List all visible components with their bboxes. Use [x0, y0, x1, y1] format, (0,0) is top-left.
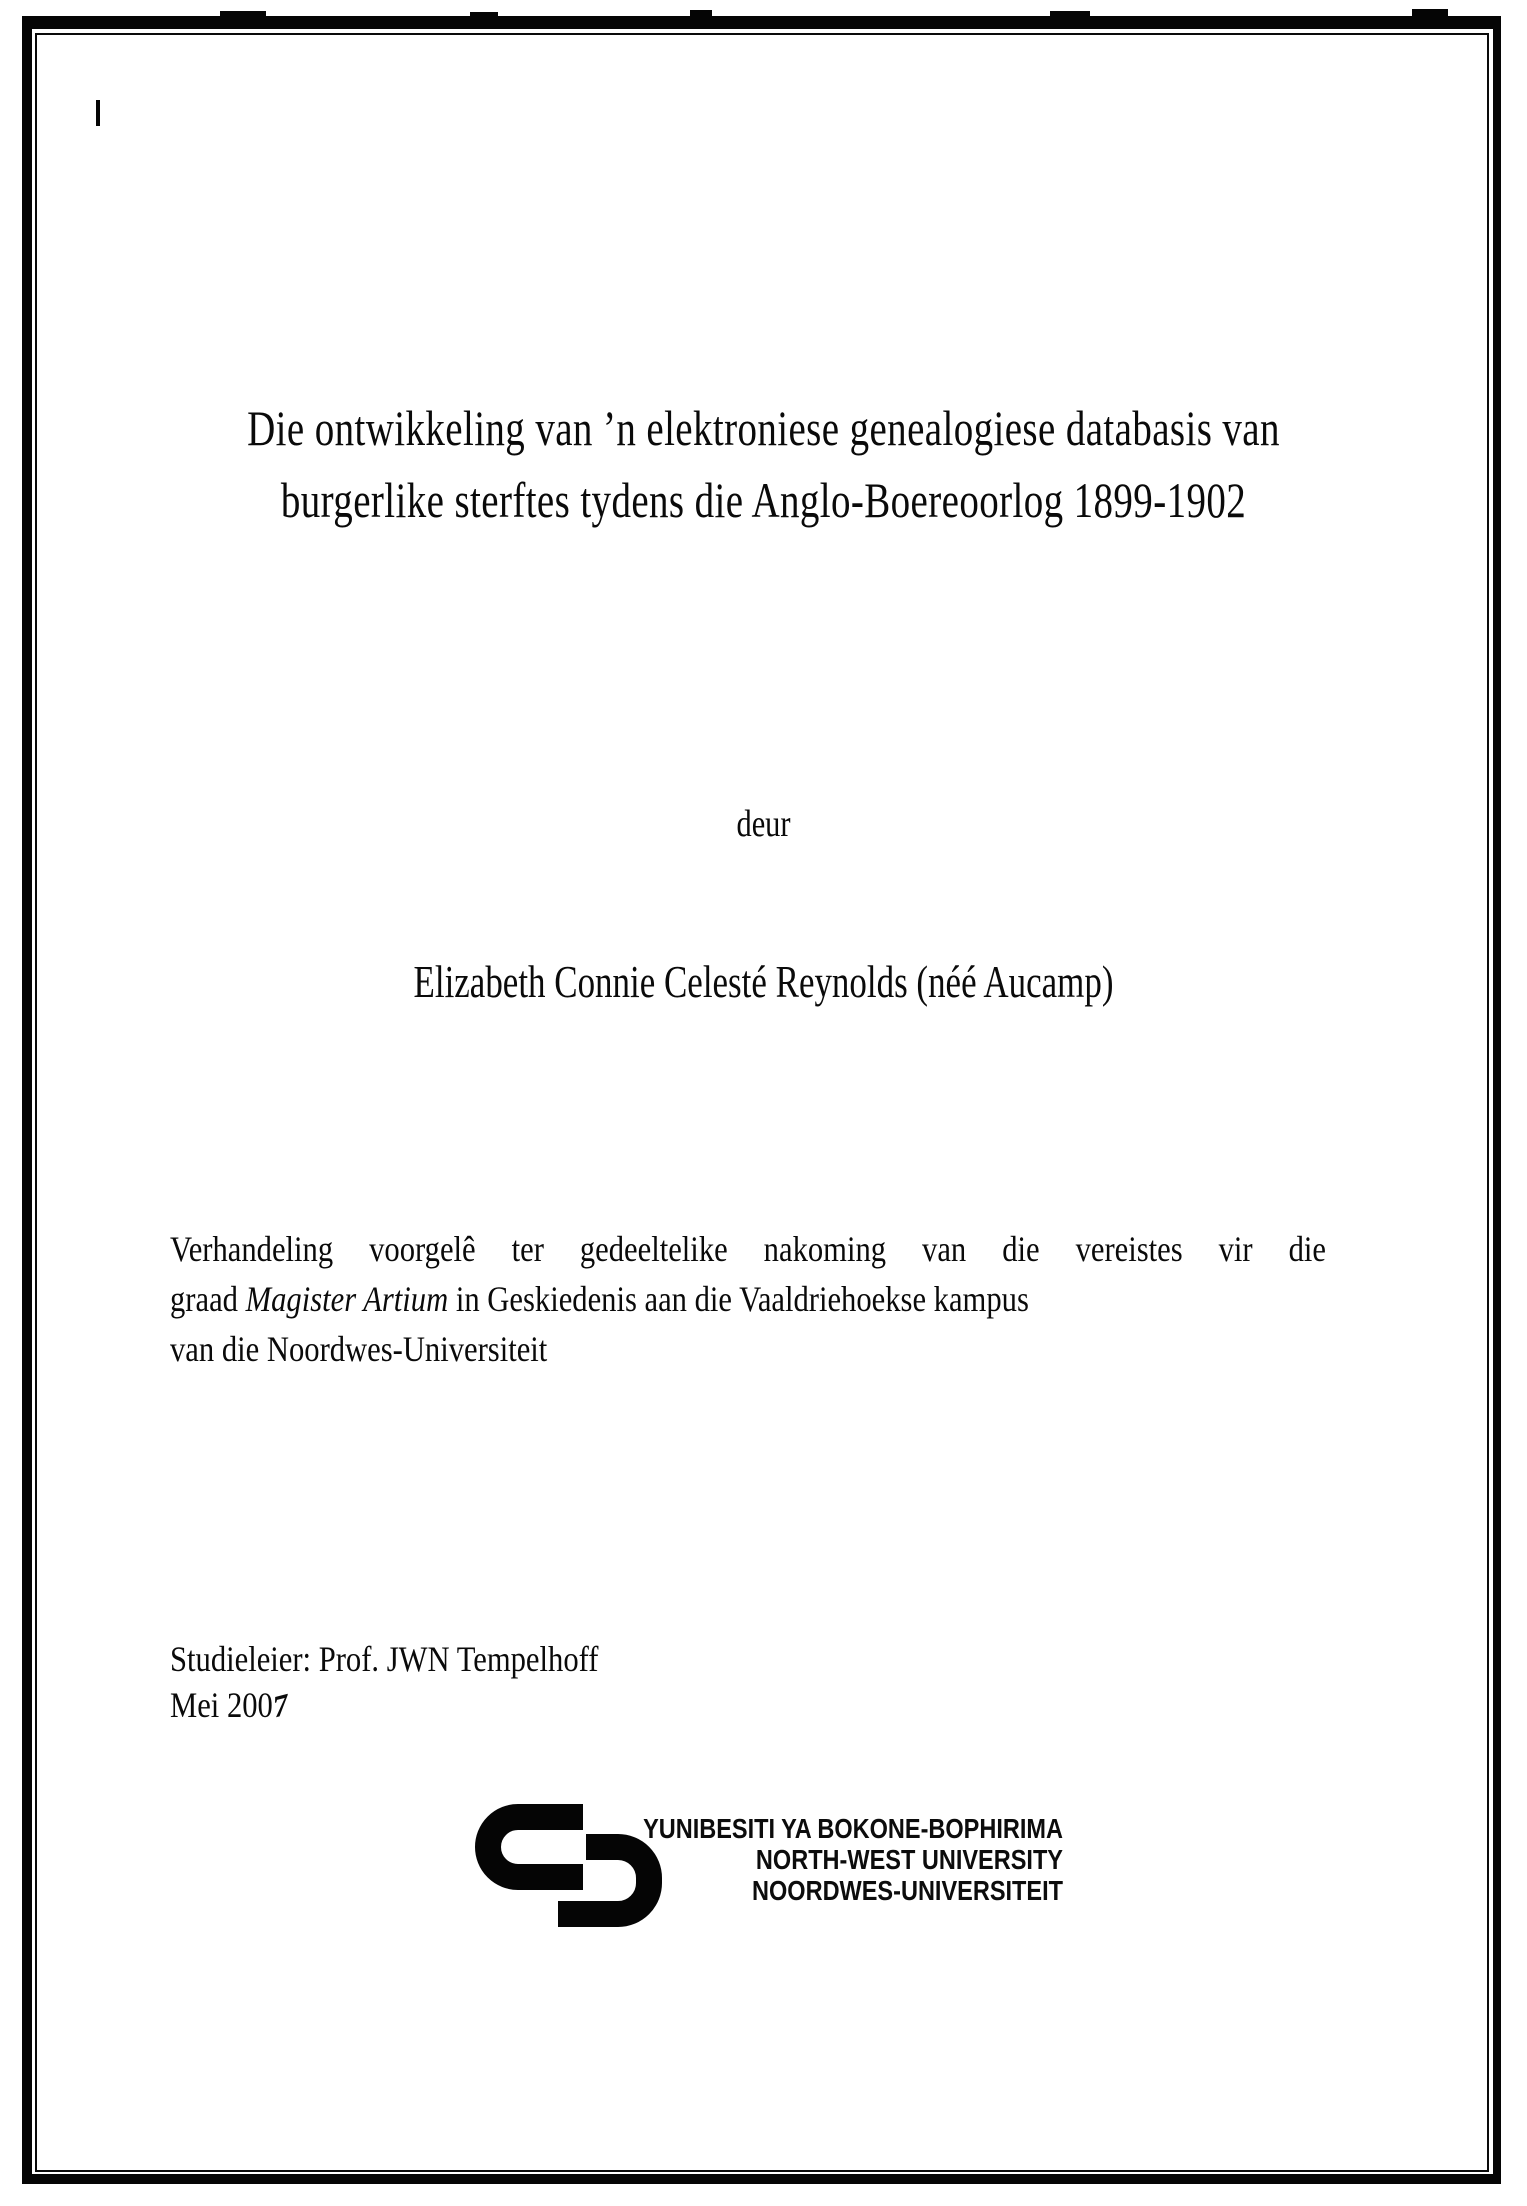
scan-artifact [1412, 9, 1448, 17]
degree-statement-line-2 [170, 1274, 1326, 1324]
supervisor-line: Studieleier: Prof. JWN Tempelhoff [170, 1639, 599, 1679]
degree-statement-line-1: Verhandeling voorgelê ter gedeeltelike nakoming van die vereistes vir die [170, 1229, 1326, 1269]
scan-artifact [690, 10, 712, 18]
date-prefix: Mei 200 [170, 1685, 273, 1725]
author-name: Elizabeth Connie Celesté Reynolds (néé Aucamp) [413, 956, 1114, 1007]
thesis-title [199, 392, 1328, 536]
university-logo-text [443, 1813, 1063, 1906]
logo-text-afrikaans: NOORDWES-UNIVERSITEIT [752, 1875, 1063, 1906]
byline-label: deur [736, 803, 791, 845]
thesis-title-line-1: Die ontwikkeling van ’n elektroniese genealogiese databasis van [247, 400, 1280, 456]
scan-artifact [96, 100, 100, 126]
logo-text-english: NORTH-WEST UNIVERSITY [755, 1844, 1063, 1875]
degree-statement-line-3: van die Noordwes-Universiteit [170, 1329, 548, 1369]
university-logo [473, 1800, 1073, 1940]
scan-artifact [1050, 11, 1090, 17]
supervisor-block [170, 1636, 598, 1728]
date-line [170, 1682, 598, 1728]
thesis-title-line-2: burgerlike sterftes tydens die Anglo-Boereoorlog 1899-1902 [280, 472, 1247, 528]
degree-name-italic: Magister Artium [245, 1279, 449, 1319]
degree-statement-line-2-post: in Geskiedenis aan die Vaaldriehoekse kampus [448, 1279, 1029, 1319]
degree-statement-line-2-pre: graad [170, 1279, 246, 1319]
degree-statement [170, 1224, 1326, 1374]
logo-text-setswana: YUNIBESITI YA BOKONE-BOPHIRIMA [643, 1813, 1063, 1844]
scan-artifact [220, 11, 266, 18]
date-last-digit: 7 [272, 1686, 289, 1725]
scan-artifact [470, 12, 498, 18]
